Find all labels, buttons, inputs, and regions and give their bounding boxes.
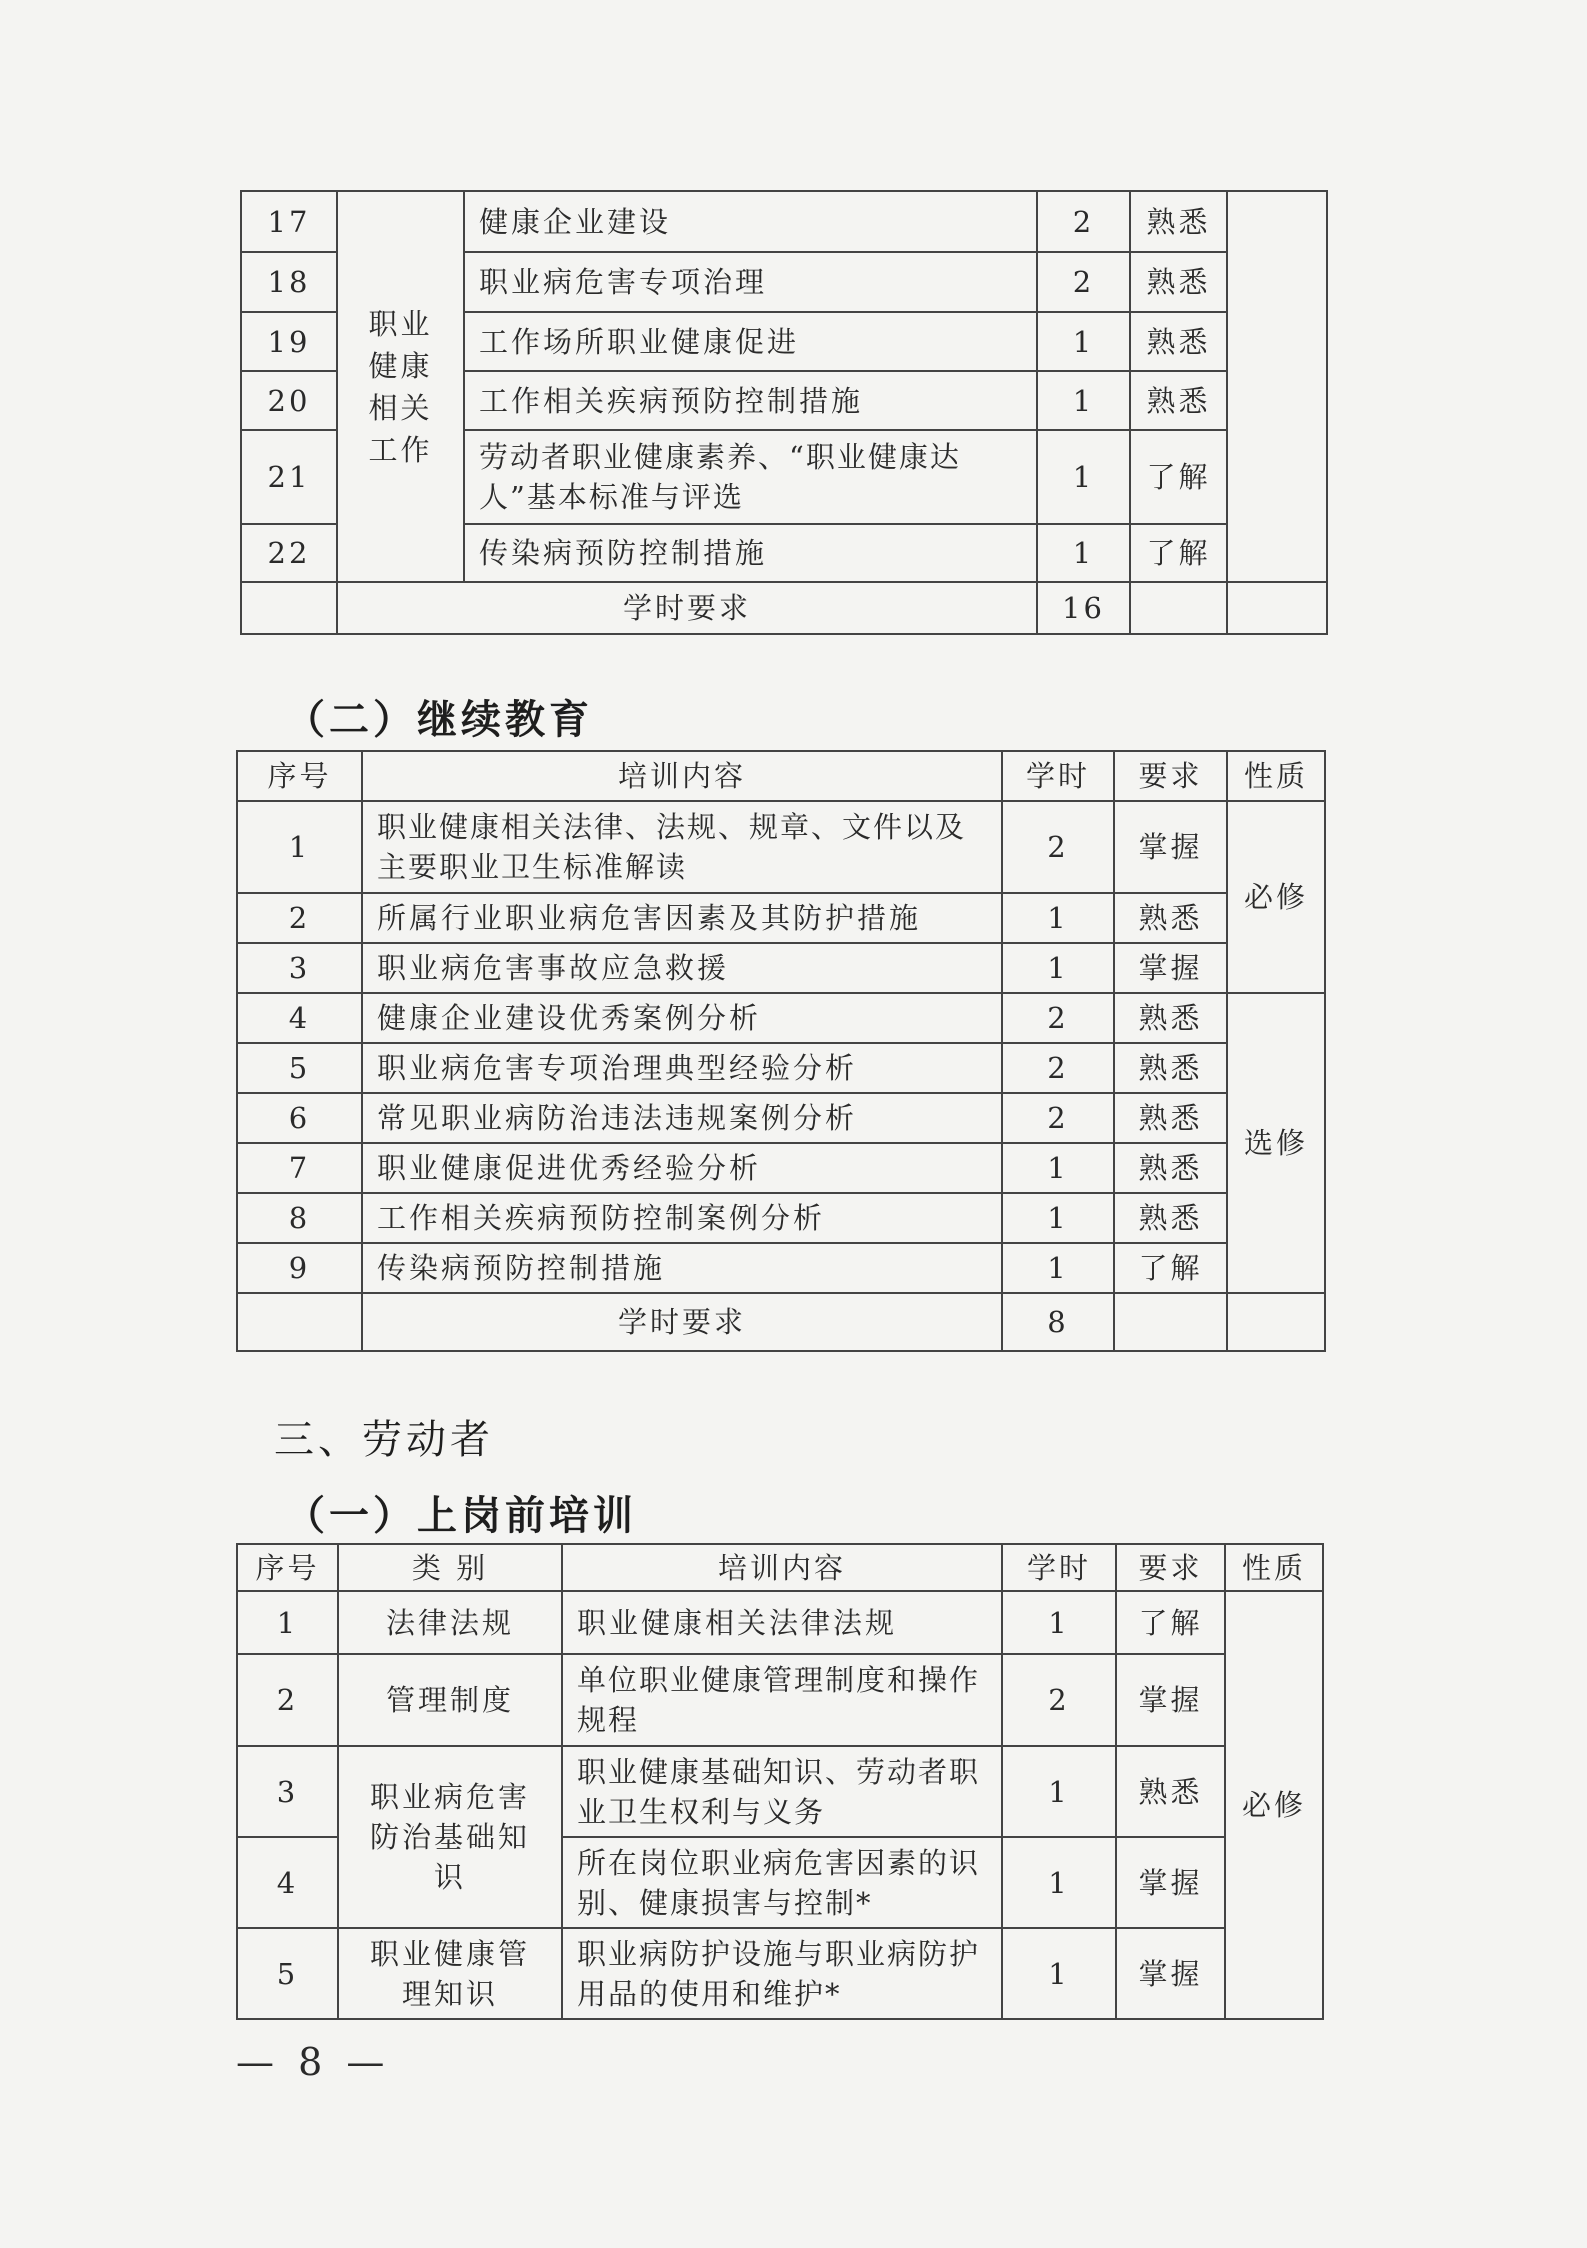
row-number: 5: [237, 1928, 338, 2019]
requirement: 熟悉: [1114, 1193, 1227, 1243]
training-content: 常见职业病防治违法违规案例分析: [362, 1093, 1002, 1143]
requirement: 熟悉: [1130, 312, 1227, 371]
header-num: 序号: [237, 1544, 338, 1591]
section-heading-pre-job-training: （一）上岗前培训: [285, 1492, 637, 1539]
requirement: 熟悉: [1130, 191, 1227, 252]
header-content: 培训内容: [562, 1544, 1002, 1591]
table-row: [237, 1243, 1325, 1293]
row-number: 3: [237, 943, 362, 993]
hours: 1: [1037, 371, 1130, 430]
training-content: 职业健康促进优秀经验分析: [362, 1143, 1002, 1193]
header-hours: 学时: [1002, 751, 1114, 801]
requirement: 熟悉: [1130, 252, 1227, 312]
total-row: [237, 1293, 1325, 1351]
nature-cell: [1227, 191, 1327, 582]
row-number: 2: [237, 1654, 338, 1746]
table-pre-job-training: [236, 1543, 1324, 2020]
hours: 1: [1002, 1928, 1116, 2019]
hours: 2: [1002, 1043, 1114, 1093]
training-content: 传染病预防控制措施: [464, 524, 1037, 582]
empty-cell: [237, 1293, 362, 1351]
row-number: 7: [237, 1143, 362, 1193]
total-hours: 16: [1037, 582, 1130, 634]
nature-required: 必修: [1225, 1591, 1323, 2019]
header-req: 要求: [1114, 751, 1227, 801]
table-row: [241, 191, 1327, 252]
row-number: 17: [241, 191, 337, 252]
requirement: 掌握: [1116, 1928, 1225, 2019]
section-heading-continuing-education: （二）继续教育: [285, 696, 593, 743]
empty-cell: [1114, 1293, 1227, 1351]
row-number: 6: [237, 1093, 362, 1143]
hours: 2: [1002, 993, 1114, 1043]
nature-elective: 选修: [1227, 993, 1325, 1293]
empty-cell: [1130, 582, 1227, 634]
requirement: 熟悉: [1114, 1143, 1227, 1193]
header-category: 类 别: [338, 1544, 562, 1591]
row-number: 4: [237, 993, 362, 1043]
table-row: [237, 1093, 1325, 1143]
training-content: 职业病危害专项治理: [464, 252, 1037, 312]
training-content: 职业健康相关法律、法规、规章、文件以及主要职业卫生标准解读: [362, 801, 1002, 893]
training-content: 健康企业建设: [464, 191, 1037, 252]
header-nature: 性质: [1225, 1544, 1323, 1591]
hours: 1: [1002, 1193, 1114, 1243]
requirement: 熟悉: [1116, 1746, 1225, 1837]
header-req: 要求: [1116, 1544, 1225, 1591]
table-row: [237, 1928, 1323, 2019]
training-content: 工作场所职业健康促进: [464, 312, 1037, 371]
training-content: 职业病危害事故应急救援: [362, 943, 1002, 993]
row-number: 21: [241, 430, 337, 524]
requirement: 熟悉: [1114, 1043, 1227, 1093]
row-number: 4: [237, 1837, 338, 1928]
table-row: [237, 1654, 1323, 1746]
total-row: [241, 582, 1327, 634]
hours: 1: [1002, 1837, 1116, 1928]
training-content: 职业健康相关法律法规: [562, 1591, 1002, 1654]
requirement: 掌握: [1114, 801, 1227, 893]
training-content: 健康企业建设优秀案例分析: [362, 993, 1002, 1043]
header-hours: 学时: [1002, 1544, 1116, 1591]
requirement: 熟悉: [1114, 1093, 1227, 1143]
requirement: 掌握: [1116, 1654, 1225, 1746]
hours: 1: [1002, 1143, 1114, 1193]
requirement: 熟悉: [1130, 371, 1227, 430]
table-row: [237, 1043, 1325, 1093]
empty-cell: [1227, 1293, 1325, 1351]
total-label: 学时要求: [337, 582, 1037, 634]
training-content: 工作相关疾病预防控制案例分析: [362, 1193, 1002, 1243]
row-number: 20: [241, 371, 337, 430]
row-number: 1: [237, 1591, 338, 1654]
table-row: [237, 943, 1325, 993]
hours: 1: [1037, 312, 1130, 371]
training-content: 单位职业健康管理制度和操作规程: [562, 1654, 1002, 1746]
training-content: 职业健康基础知识、劳动者职业卫生权利与义务: [562, 1746, 1002, 1837]
hours: 1: [1002, 1746, 1116, 1837]
hours: 2: [1002, 1093, 1114, 1143]
hours: 1: [1002, 943, 1114, 993]
header-content: 培训内容: [362, 751, 1002, 801]
requirement: 掌握: [1116, 1837, 1225, 1928]
category-cell: 职业健康管理知识: [338, 1928, 562, 2019]
category-cell: 法律法规: [338, 1591, 562, 1654]
category-cell: 职业健康相关工作: [337, 191, 464, 582]
row-number: 19: [241, 312, 337, 371]
requirement: 了解: [1130, 430, 1227, 524]
hours: 1: [1037, 430, 1130, 524]
page-number: — 8 —: [236, 2040, 391, 2084]
requirement: 了解: [1130, 524, 1227, 582]
header-row: [237, 751, 1325, 801]
row-number: 9: [237, 1243, 362, 1293]
hours: 1: [1037, 524, 1130, 582]
row-number: 22: [241, 524, 337, 582]
empty-cell: [241, 582, 337, 634]
row-number: 2: [237, 893, 362, 943]
hours: 1: [1002, 893, 1114, 943]
table-row: [237, 893, 1325, 943]
requirement: 熟悉: [1114, 993, 1227, 1043]
header-row: [237, 1544, 1323, 1591]
table-continuing-education: [236, 750, 1326, 1352]
total-label: 学时要求: [362, 1293, 1002, 1351]
table-row: [237, 1746, 1323, 1837]
category-cell: 管理制度: [338, 1654, 562, 1746]
training-content: 所在岗位职业病危害因素的识别、健康损害与控制*: [562, 1837, 1002, 1928]
requirement: 掌握: [1114, 943, 1227, 993]
training-content: 职业病危害专项治理典型经验分析: [362, 1043, 1002, 1093]
row-number: 5: [237, 1043, 362, 1093]
requirement: 熟悉: [1114, 893, 1227, 943]
requirement: 了解: [1114, 1243, 1227, 1293]
row-number: 8: [237, 1193, 362, 1243]
table-row: [237, 801, 1325, 893]
section-heading-workers: 三、劳动者: [274, 1417, 494, 1463]
hours: 1: [1002, 1591, 1116, 1654]
hours: 2: [1037, 191, 1130, 252]
table-row: [237, 993, 1325, 1043]
total-hours: 8: [1002, 1293, 1114, 1351]
hours: 2: [1037, 252, 1130, 312]
hours: 2: [1002, 801, 1114, 893]
training-content: 所属行业职业病危害因素及其防护措施: [362, 893, 1002, 943]
table-row: [237, 1193, 1325, 1243]
table-row: [237, 1143, 1325, 1193]
table-occupational-health-work: [240, 190, 1328, 635]
header-num: 序号: [237, 751, 362, 801]
training-content: 工作相关疾病预防控制措施: [464, 371, 1037, 430]
training-content: 劳动者职业健康素养、“职业健康达人”基本标准与评选: [464, 430, 1037, 524]
empty-cell: [1227, 582, 1327, 634]
row-number: 18: [241, 252, 337, 312]
category-cell: 职业病危害防治基础知识: [338, 1746, 562, 1928]
requirement: 了解: [1116, 1591, 1225, 1654]
hours: 1: [1002, 1243, 1114, 1293]
table-row: [237, 1591, 1323, 1654]
row-number: 3: [237, 1746, 338, 1837]
training-content: 职业病防护设施与职业病防护用品的使用和维护*: [562, 1928, 1002, 2019]
nature-required: 必修: [1227, 801, 1325, 993]
training-content: 传染病预防控制措施: [362, 1243, 1002, 1293]
row-number: 1: [237, 801, 362, 893]
header-nature: 性质: [1227, 751, 1325, 801]
hours: 2: [1002, 1654, 1116, 1746]
